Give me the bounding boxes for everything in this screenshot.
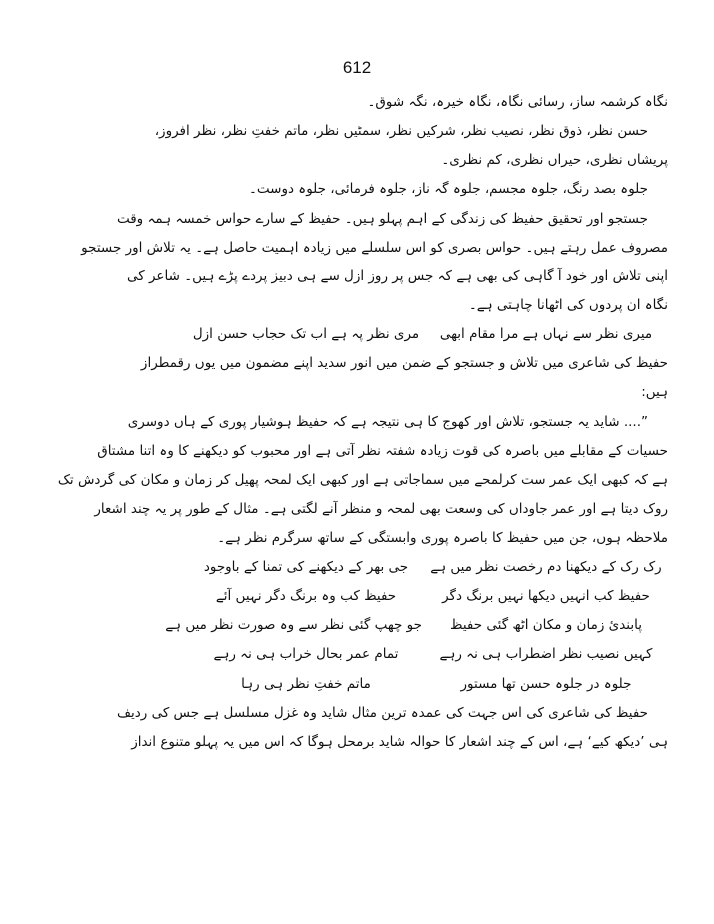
text-line: نگاہ کرشمہ ساز، رسائی نگاہ، نگاہ خیرہ، نگہ شوق۔ (367, 94, 668, 110)
text-line: ہی ’دیکھ کیے‘ ہے، اس کے چند اشعار کا حوالہ شاید برمحل ہوگا کہ اس میں یہ پہلو متنوع انداز (131, 734, 668, 750)
text-line: جستجو اور تحقیق حفیظ کی زندگی کے اہم پہلو ہیں۔ حفیظ کے سارے حواس خمسہ ہمہ وقت (116, 211, 648, 227)
verse-right-hemistich: رک رک کے دیکھنا دم رخصت نظر میں ہے (430, 559, 662, 575)
quote-line: ہے کہ کبھی ایک عمر ست کرلمحے میں سماجاتی ہے اور کبھی ایک لمحہ پھیل کر زمان و مکان کی گردش تک (57, 472, 668, 488)
verse-right-hemistich: پابندیٔ زمان و مکان اٹھ گئی حفیظ (450, 617, 642, 633)
verse-left-hemistich: مری نظر پہ ہے اب تک حجاب حسن ازل (192, 326, 420, 342)
text-line: حفیظ کی شاعری کی اس جہت کی عمدہ ترین مثال شاید وہ غزل مسلسل ہے جس کی ردیف (117, 705, 648, 721)
text-line: مصروف عمل رہتے ہیں۔ حواس بصری کو اس سلسلے میں زیادہ اہمیت حاصل ہے۔ یہ تلاش اور جستجو (81, 240, 668, 256)
verse-right-hemistich: میری نظر سے نہاں ہے مرا مقام ابھی (439, 326, 653, 342)
text-line: جلوہ بصد رنگ، جلوہ مجسم، جلوہ گہ ناز، جلوہ فرمائی، جلوہ دوست۔ (248, 181, 648, 197)
text-line: پریشاں نظری، حیراں نظری، کم نظری۔ (441, 152, 668, 168)
verse-right-hemistich: حفیظ کب انہیں دیکھا نہیں برنگ دگر (442, 588, 650, 604)
verse-left-hemistich: جی بھر کے دیکھنے کی تمنا کے باوجود (203, 559, 409, 575)
text-line: نگاہ ان پردوں کی اٹھانا چاہتی ہے۔ (468, 297, 668, 313)
text-line: اپنی تلاش اور خود آ گاہی کی بھی ہے کہ جس پر روز ازل سے ہی دبیز پردے پڑے ہیں۔ شاعر کی (127, 268, 668, 284)
page-number: 612 (342, 58, 372, 77)
text-line: ہیں: (641, 384, 668, 400)
quote-line: ”.... شاید یہ جستجو، تلاش اور کھوج کا ہی نتیجہ ہے کہ حفیظ ہوشیار پوری کے ہاں دوسری (127, 414, 648, 430)
verse-left-hemistich: ماتم خفتِ نظر ہی رہا (241, 676, 371, 692)
verse-left-hemistich: جو چھپ گئی نظر سے وہ صورت نظر میں ہے (165, 617, 422, 633)
text-line: حفیظ کی شاعری میں تلاش و جستجو کے ضمن میں انور سدید اپنے مضمون میں یوں رقمطراز (140, 355, 668, 371)
verse-left-hemistich: تمام عمر بحال خراب ہی نہ رہے (213, 646, 399, 662)
verse-right-hemistich: کہیں نصیب نظر اضطراب ہی نہ رہے (439, 646, 653, 662)
verse-right-hemistich: جلوہ در جلوہ حسن تھا مستور (460, 676, 632, 692)
quote-line: حسیات کے مقابلے میں باصرہ کی قوت زیادہ شفتہ نظر آتی ہے اور محبوب کو دیکھنے کا وہ اتنا مشتاق (97, 443, 668, 459)
verse-left-hemistich: حفیظ کب وہ برنگ دگر نہیں آئے (215, 588, 397, 604)
text-line: حسن نظر، ذوق نظر، نصیب نظر، شرکیں نظر، سمٹیں نظر، ماتم خفتِ نظر، نظر افروز، (154, 123, 648, 139)
quote-line: ملاحظہ ہوں، جن میں حفیظ کا باصرہ پوری وابستگی کے ساتھ سرگرم نظر ہے۔ (217, 530, 668, 546)
quote-line: روک دیتا ہے اور عمر جاوداں کی وسعت بھی لمحہ و منظر آنے لگتی ہے۔ مثال کے طور پر یہ چند اشعار (94, 501, 668, 517)
